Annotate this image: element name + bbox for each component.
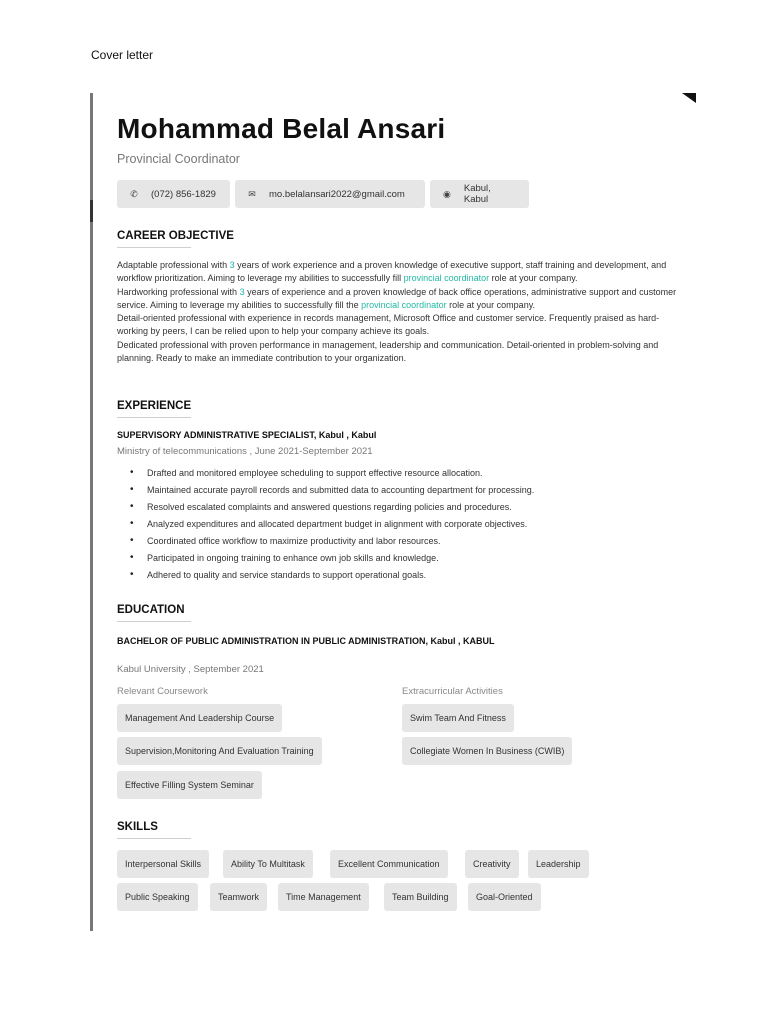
education-heading: EDUCATION — [117, 604, 185, 616]
contact-email-text: mo.belalansari2022@gmail.com — [269, 188, 405, 200]
experience-bullet-list — [130, 466, 534, 585]
list-item: • Resolved escalated complaints and answered questions regarding policies and procedures. — [130, 500, 534, 517]
email-icon: ✉ — [248, 188, 256, 199]
skill-tag: Creativity — [465, 850, 519, 878]
coursework-tag: Supervision,Monitoring And Evaluation Training — [117, 737, 322, 765]
list-item: • Drafted and monitored employee scheduling to support effective resource allocation. — [130, 466, 534, 483]
list-item: • Coordinated office workflow to maximize productivity and labor resources. — [130, 534, 534, 551]
skill-tag: Interpersonal Skills — [117, 850, 209, 878]
section-divider — [117, 247, 191, 248]
list-item: • Analyzed expenditures and allocated department budget in alignment with corporate objectives. — [130, 517, 534, 534]
extracurricular-tag: Collegiate Women In Business (CWIB) — [402, 737, 572, 765]
skills-heading: SKILLS — [117, 821, 158, 833]
skill-tag: Ability To Multitask — [223, 850, 313, 878]
coursework-label: Relevant Coursework — [117, 686, 208, 697]
coursework-tag: Effective Filling System Seminar — [117, 771, 262, 799]
skill-tag: Team Building — [384, 883, 457, 911]
skill-tag: Public Speaking — [117, 883, 198, 911]
candidate-role: Provincial Coordinator — [117, 152, 240, 166]
phone-icon: ✆ — [130, 188, 138, 199]
list-item: • Participated in ongoing training to enhance own job skills and knowledge. — [130, 551, 534, 568]
contact-phone-text: (072) 856-1829 — [151, 188, 216, 200]
list-item: • Maintained accurate payroll records and submitted data to accounting department for processing. — [130, 483, 534, 500]
degree-title: BACHELOR OF PUBLIC ADMINISTRATION IN PUBLIC ADMINISTRATION, Kabul , KABUL — [117, 636, 495, 646]
career-objective-heading: CAREER OBJECTIVE — [117, 230, 234, 242]
list-item: • Adhered to quality and service standards to support operational goals. — [130, 568, 534, 585]
extracurricular-label: Extracurricular Activities — [402, 686, 503, 697]
contact-location-text: Kabul, Kabul — [463, 183, 491, 205]
location-pin-icon: ◉ — [443, 188, 451, 199]
objective-paragraph: Dedicated professional with proven performance in management, leadership and communication. Detail-oriented in problem-solving and planning. Ready to make an immediate contribution to your organization. — [117, 339, 659, 364]
skill-tag: Leadership — [528, 850, 589, 878]
job-employer-dates: Ministry of telecommunications , June 2021-September 2021 — [117, 446, 373, 457]
objective-paragraph: Hardworking professional with 3 years of experience and a proven knowledge of back office operations, administrative support and customer service. Aiming to leverage my abilities to successfully fill the provincial coordinator role at your company. — [117, 286, 677, 310]
section-divider — [117, 838, 191, 839]
objective-paragraph: Adaptable professional with 3 years of work experience and a proven knowledge of executive support, staff training and development, and workflow prioritization. Aiming to leverage my abilities to successfully fill provincial coordinator role at your company. — [117, 260, 667, 284]
school-date: Kabul University , September 2021 — [117, 664, 264, 675]
career-objective-text — [117, 259, 682, 365]
skill-tag: Goal-Oriented — [468, 883, 541, 911]
section-divider — [117, 417, 191, 418]
section-divider — [117, 621, 191, 622]
skill-tag: Excellent Communication — [330, 850, 448, 878]
contact-phone — [117, 180, 230, 208]
page-corner-mark — [682, 93, 696, 103]
left-border-marker — [90, 200, 93, 222]
candidate-name: Mohammad Belal Ansari — [117, 113, 446, 144]
document-label: Cover letter — [91, 48, 154, 62]
extracurricular-tag: Swim Team And Fitness — [402, 704, 514, 732]
contact-location — [430, 180, 529, 208]
objective-paragraph: Detail-oriented professional with experience in records management, Microsoft Office and customer service. Frequently praised as hard-working by peers, I can be relied upon to help your company achieve its goals. — [117, 313, 660, 337]
skill-tag: Teamwork — [210, 883, 267, 911]
job-title: SUPERVISORY ADMINISTRATIVE SPECIALIST, Kabul , Kabul — [117, 430, 377, 440]
contact-email — [235, 180, 425, 208]
experience-heading: EXPERIENCE — [117, 400, 192, 412]
coursework-tag: Management And Leadership Course — [117, 704, 282, 732]
skill-tag: Time Management — [278, 883, 369, 911]
